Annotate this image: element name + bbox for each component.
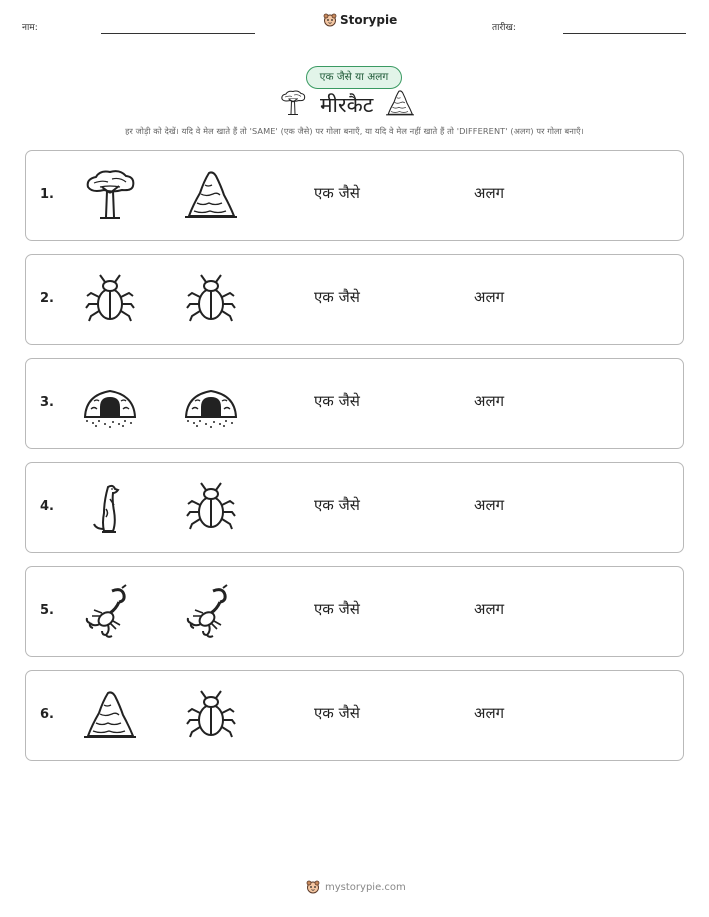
title-row [278,88,415,122]
storypie-mascot-icon [323,13,337,27]
question-number: 5. [40,603,54,618]
same-option[interactable]: एक जैसे [314,184,360,202]
termite-mound-icon [385,88,415,122]
question-row-2 [25,254,684,345]
same-option[interactable]: एक जैसे [314,600,360,618]
question-row-6 [25,670,684,761]
question-number: 4. [40,499,54,514]
date-field[interactable] [563,33,686,34]
different-option[interactable]: अलग [474,288,505,306]
question-row-1 [25,150,684,241]
different-option[interactable]: अलग [474,704,505,722]
different-option[interactable]: अलग [474,392,505,410]
footer-site-link[interactable]: mystorypie.com [325,881,406,893]
worksheet-type-badge: एक जैसे या अलग [306,66,402,89]
same-option[interactable]: एक जैसे [314,392,360,410]
question-number: 2. [40,291,54,306]
instructions: हर जोड़ी को देखें। यदि वे मेल खाते हैं तो 'SAME' (एक जैसे) पर गोला बनाएँ, या यदि वे मेल नहीं खाते हैं तो 'DIFFERENT' (अलग) पर गोला बनाएँ। [125,126,584,136]
name-label: नाम: [22,23,38,33]
question-number: 6. [40,707,54,722]
brand-logo [323,13,397,27]
question-row-4 [25,462,684,553]
different-option[interactable]: अलग [474,600,505,618]
page-title: मीरकैट [320,93,374,117]
scorpion-icon [82,583,138,639]
termite-mound-icon [82,687,138,743]
beetle-icon [82,271,138,327]
same-option[interactable]: एक जैसे [314,496,360,514]
question-number: 1. [40,187,54,202]
beetle-icon [183,479,239,535]
same-option[interactable]: एक जैसे [314,288,360,306]
beetle-icon [183,687,239,743]
different-option[interactable]: अलग [474,184,505,202]
scorpion-icon [183,583,239,639]
different-option[interactable]: अलग [474,496,505,514]
burrow-icon [82,375,138,431]
termite-mound-icon [183,167,239,223]
question-row-3 [25,358,684,449]
burrow-icon [183,375,239,431]
acacia-tree-icon [278,89,308,121]
footer [306,880,406,894]
storypie-mascot-icon [306,880,320,894]
name-field[interactable] [101,33,255,34]
meerkat-icon [82,479,138,535]
question-number: 3. [40,395,54,410]
question-row-5 [25,566,684,657]
acacia-tree-icon [82,167,138,223]
same-option[interactable]: एक जैसे [314,704,360,722]
date-label: तारीख: [492,23,516,33]
beetle-icon [183,271,239,327]
brand-name: Storypie [340,13,398,27]
